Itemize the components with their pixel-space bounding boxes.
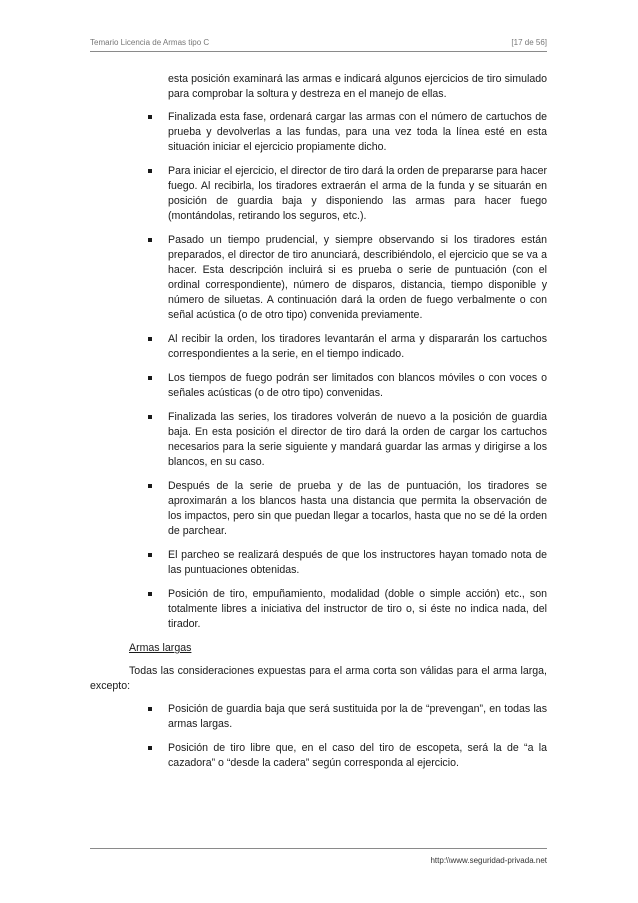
bullet-icon (148, 746, 152, 750)
list-item-text: El parcheo se realizará después de que los instructores hayan tomado nota de las puntuaciones obtenidas. (168, 549, 547, 576)
header-title: Temario Licencia de Armas tipo C (90, 38, 210, 47)
header-page-number: [17 de 56] (511, 38, 547, 47)
page-body (90, 72, 547, 780)
list-item-text: Después de la serie de prueba y de las de puntuación, los tiradores se aproximarán a los blancos hasta una distancia que permita la observación de los impactos, pero sin que puedan llegar a tocarlos, hasta que no se dé la orden de parchear. (168, 480, 547, 537)
bullet-icon (148, 337, 152, 341)
footer-rule (90, 848, 547, 849)
footer-url[interactable]: http:\\www.seguridad-privada.net (430, 856, 547, 865)
bullet-icon (148, 707, 152, 711)
bullet-icon (148, 169, 152, 173)
list-item-text: Pasado un tiempo prudencial, y siempre observando si los tiradores están preparados, el director de tiro anunciará, describiéndolo, el ejercicio que se va a hacer. Esta descripción incluirá si es prueba o serie de puntuación (con el ordinal correspondiente), número de disparos, distancia, tiempo disponible y número de siluetas. A continuación dará la orden de fuego verbalmente o con señal acústica (o de otro tipo) convenida previamente. (168, 234, 547, 321)
list-item-text: Posición de tiro, empuñamiento, modalidad (doble o simple acción) etc., son totalmente libres a iniciativa del instructor de tiro o, si éste no indica nada, del tirador. (168, 588, 547, 630)
list-item (90, 702, 547, 732)
list-item-text: Los tiempos de fuego podrán ser limitados con blancos móviles o con voces o señales acústicas (o de otro tipo) convenidas. (168, 372, 547, 399)
section-heading: Armas largas (129, 642, 192, 654)
list-item-text: Posición de guardia baja que será sustituida por la de “prevengan”, en todas las armas largas. (168, 703, 547, 730)
list-item (90, 233, 547, 323)
list-item (90, 164, 547, 224)
list-item (90, 410, 547, 470)
intro-paragraph: esta posición examinará las armas e indicará algunos ejercicios de tiro simulado para comprobar la soltura y destreza en el manejo de ellas. (168, 73, 547, 100)
header-rule (90, 51, 547, 52)
list-item-text: Finalizada las series, los tiradores volverán de nuevo a la posición de guardia baja. En esta posición el director de tiro dará la orden de cargar los cartuchos necesarios para la serie siguiente y mandará guardar las armas y dirigirse a los blancos, en su caso. (168, 411, 547, 468)
list-item (90, 479, 547, 539)
list-item (90, 548, 547, 578)
bullet-icon (148, 553, 152, 557)
bullet-icon (148, 115, 152, 119)
bullet-icon (148, 376, 152, 380)
list-item-text: Al recibir la orden, los tiradores levantarán el arma y dispararán los cartuchos correspondientes a la serie, en el tiempo indicado. (168, 333, 547, 360)
list-item (90, 371, 547, 401)
list-item-text: Posición de tiro libre que, en el caso del tiro de escopeta, será la de “a la cazadora” o “desde la cadera” según corresponda al ejercicio. (168, 742, 547, 769)
bullet-list (90, 110, 547, 632)
list-item (90, 332, 547, 362)
bullet-icon (148, 592, 152, 596)
list-item-text: Para iniciar el ejercicio, el director de tiro dará la orden de prepararse para hacer fuego. Al recibirla, los tiradores extraerán el arma de la funda y se situarán en posición de guardia baja y disponiendo las armas para hacer fuego (montándolas, retirando los seguros, etc.). (168, 165, 547, 222)
list-item (90, 741, 547, 771)
section-paragraph: Todas las consideraciones expuestas para el arma corta son válidas para el arma larga, excepto: (90, 665, 547, 692)
list-item-text: Finalizada esta fase, ordenará cargar las armas con el número de cartuchos de prueba y devolverlas a las fundas, para una vez toda la línea esté en esta situación iniciar el ejercicio propiamente dicho. (168, 111, 547, 153)
bullet-icon (148, 238, 152, 242)
bullet-icon (148, 484, 152, 488)
list-item (90, 110, 547, 155)
section-bullet-list (90, 702, 547, 771)
bullet-icon (148, 415, 152, 419)
list-item (90, 587, 547, 632)
